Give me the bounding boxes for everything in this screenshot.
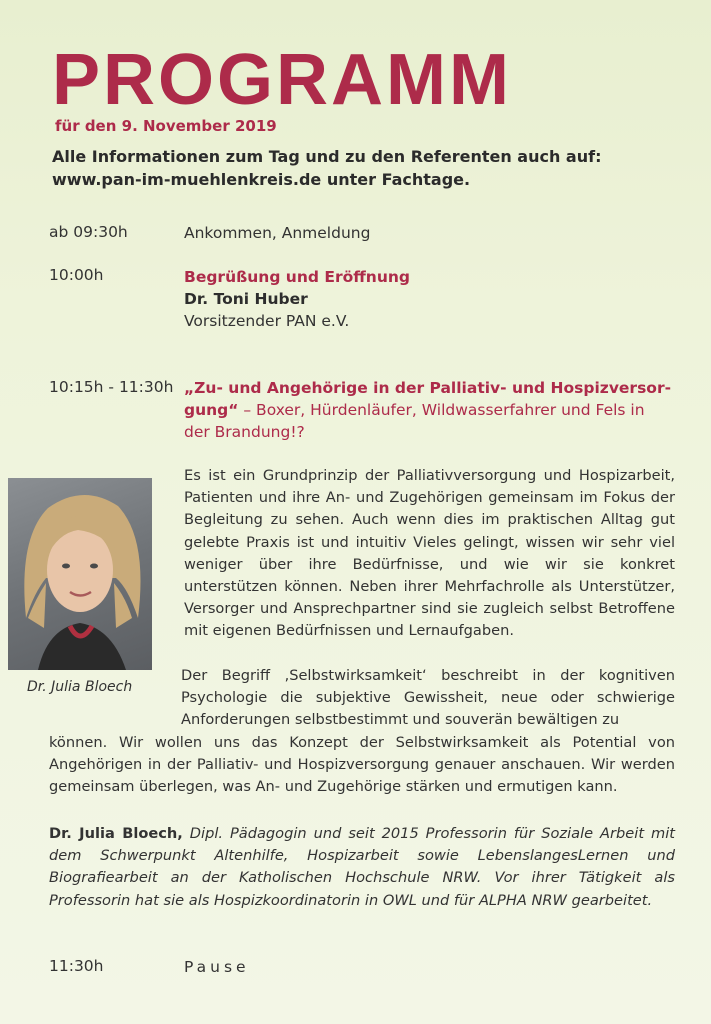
info-block	[52, 145, 601, 191]
time-welcome: 10:00h	[49, 266, 104, 284]
item-welcome	[184, 266, 410, 332]
info-line: Alle Informationen zum Tag und zu den Referenten auch auf:	[52, 147, 602, 166]
talk-title-line: „Zu- und Angehörige in der Palliativ- und Hospizversor-	[184, 379, 672, 397]
item-talk	[184, 377, 671, 443]
welcome-title: Begrüßung und Eröffnung	[184, 268, 411, 286]
speaker-photo	[8, 478, 152, 670]
paragraph-2-rest: können. Wir wollen uns das Konzept der Selbstwirksamkeit als Potential von Angehörigen in der Palliativ- und Hospizversorgung genauer anschauen. Wir werden gemeinsam überlegen, was An- und Zugehörige stärken und ermutigen kann.	[49, 733, 675, 795]
item-break: Pause	[184, 958, 250, 976]
website-link[interactable]: www.pan-im-muehlenkreis.de unter Fachtage.	[52, 170, 471, 189]
talk-subtitle-end: der Brandung!?	[184, 423, 305, 441]
page-title: PROGRAMM	[52, 40, 512, 120]
welcome-role: Vorsitzender PAN e.V.	[184, 312, 350, 330]
time-talk: 10:15h - 11:30h	[49, 378, 174, 396]
time-break: 11:30h	[49, 957, 104, 975]
event-date: für den 9. November 2019	[55, 117, 277, 135]
talk-paragraph-1: Es ist ein Grundprinzip der Palliativversorgung und Hospizarbeit, Patienten und ihre An- und Zugehörigen gemeinsam im Fokus der Begleitung zu sehen. Auch wenn dies im praktischen Alltag gut gelebte Praxis ist und intuitiv Vieles gelingt, wissen wir sehr viel weniger über ihre Bedürfnisse, und wie wir sie konkret unterstützen können. Neben ihrer Mehrfachrolle als Unterstützer, Versorger und Ansprechpartner sind sie zugleich selbst Betroffene mit eigenen Bedürfnissen und Lernaufgaben.	[184, 467, 675, 640]
time-arrival: ab 09:30h	[49, 223, 128, 241]
bio-text: Dipl. Pädagogin und seit 2015 Professorin für Soziale Arbeit mit dem Schwerpunkt Altenhilfe, Hospizarbeit sowie LebenslangesLernen und Biografiearbeit an der Katholischen Hochschule NRW. Vor ihrer Tätigkeit als Professorin hat sie als Hospizkoordinatorin in OWL und für ALPHA NRW gearbeitet.	[49, 825, 675, 909]
talk-title-end: gung“	[184, 401, 239, 419]
paragraph-2-start: Der Begriff ‚Selbstwirksamkeit‘ beschreibt in der kognitiven Psychologie die subjektive Gewissheit, neue oder schwierige Anforderungen selbstbestimmt und souverän bewältigen zu	[181, 667, 675, 729]
welcome-speaker: Dr. Toni Huber	[184, 290, 308, 308]
bio-name: Dr. Julia Bloech,	[49, 825, 183, 842]
photo-caption: Dr. Julia Bloech	[27, 679, 133, 695]
talk-paragraph-2	[49, 665, 675, 798]
speaker-bio	[49, 823, 675, 912]
talk-subtitle: – Boxer, Hürdenläufer, Wildwasserfahrer und Fels in	[238, 401, 645, 419]
item-arrival: Ankommen, Anmeldung	[184, 224, 371, 242]
